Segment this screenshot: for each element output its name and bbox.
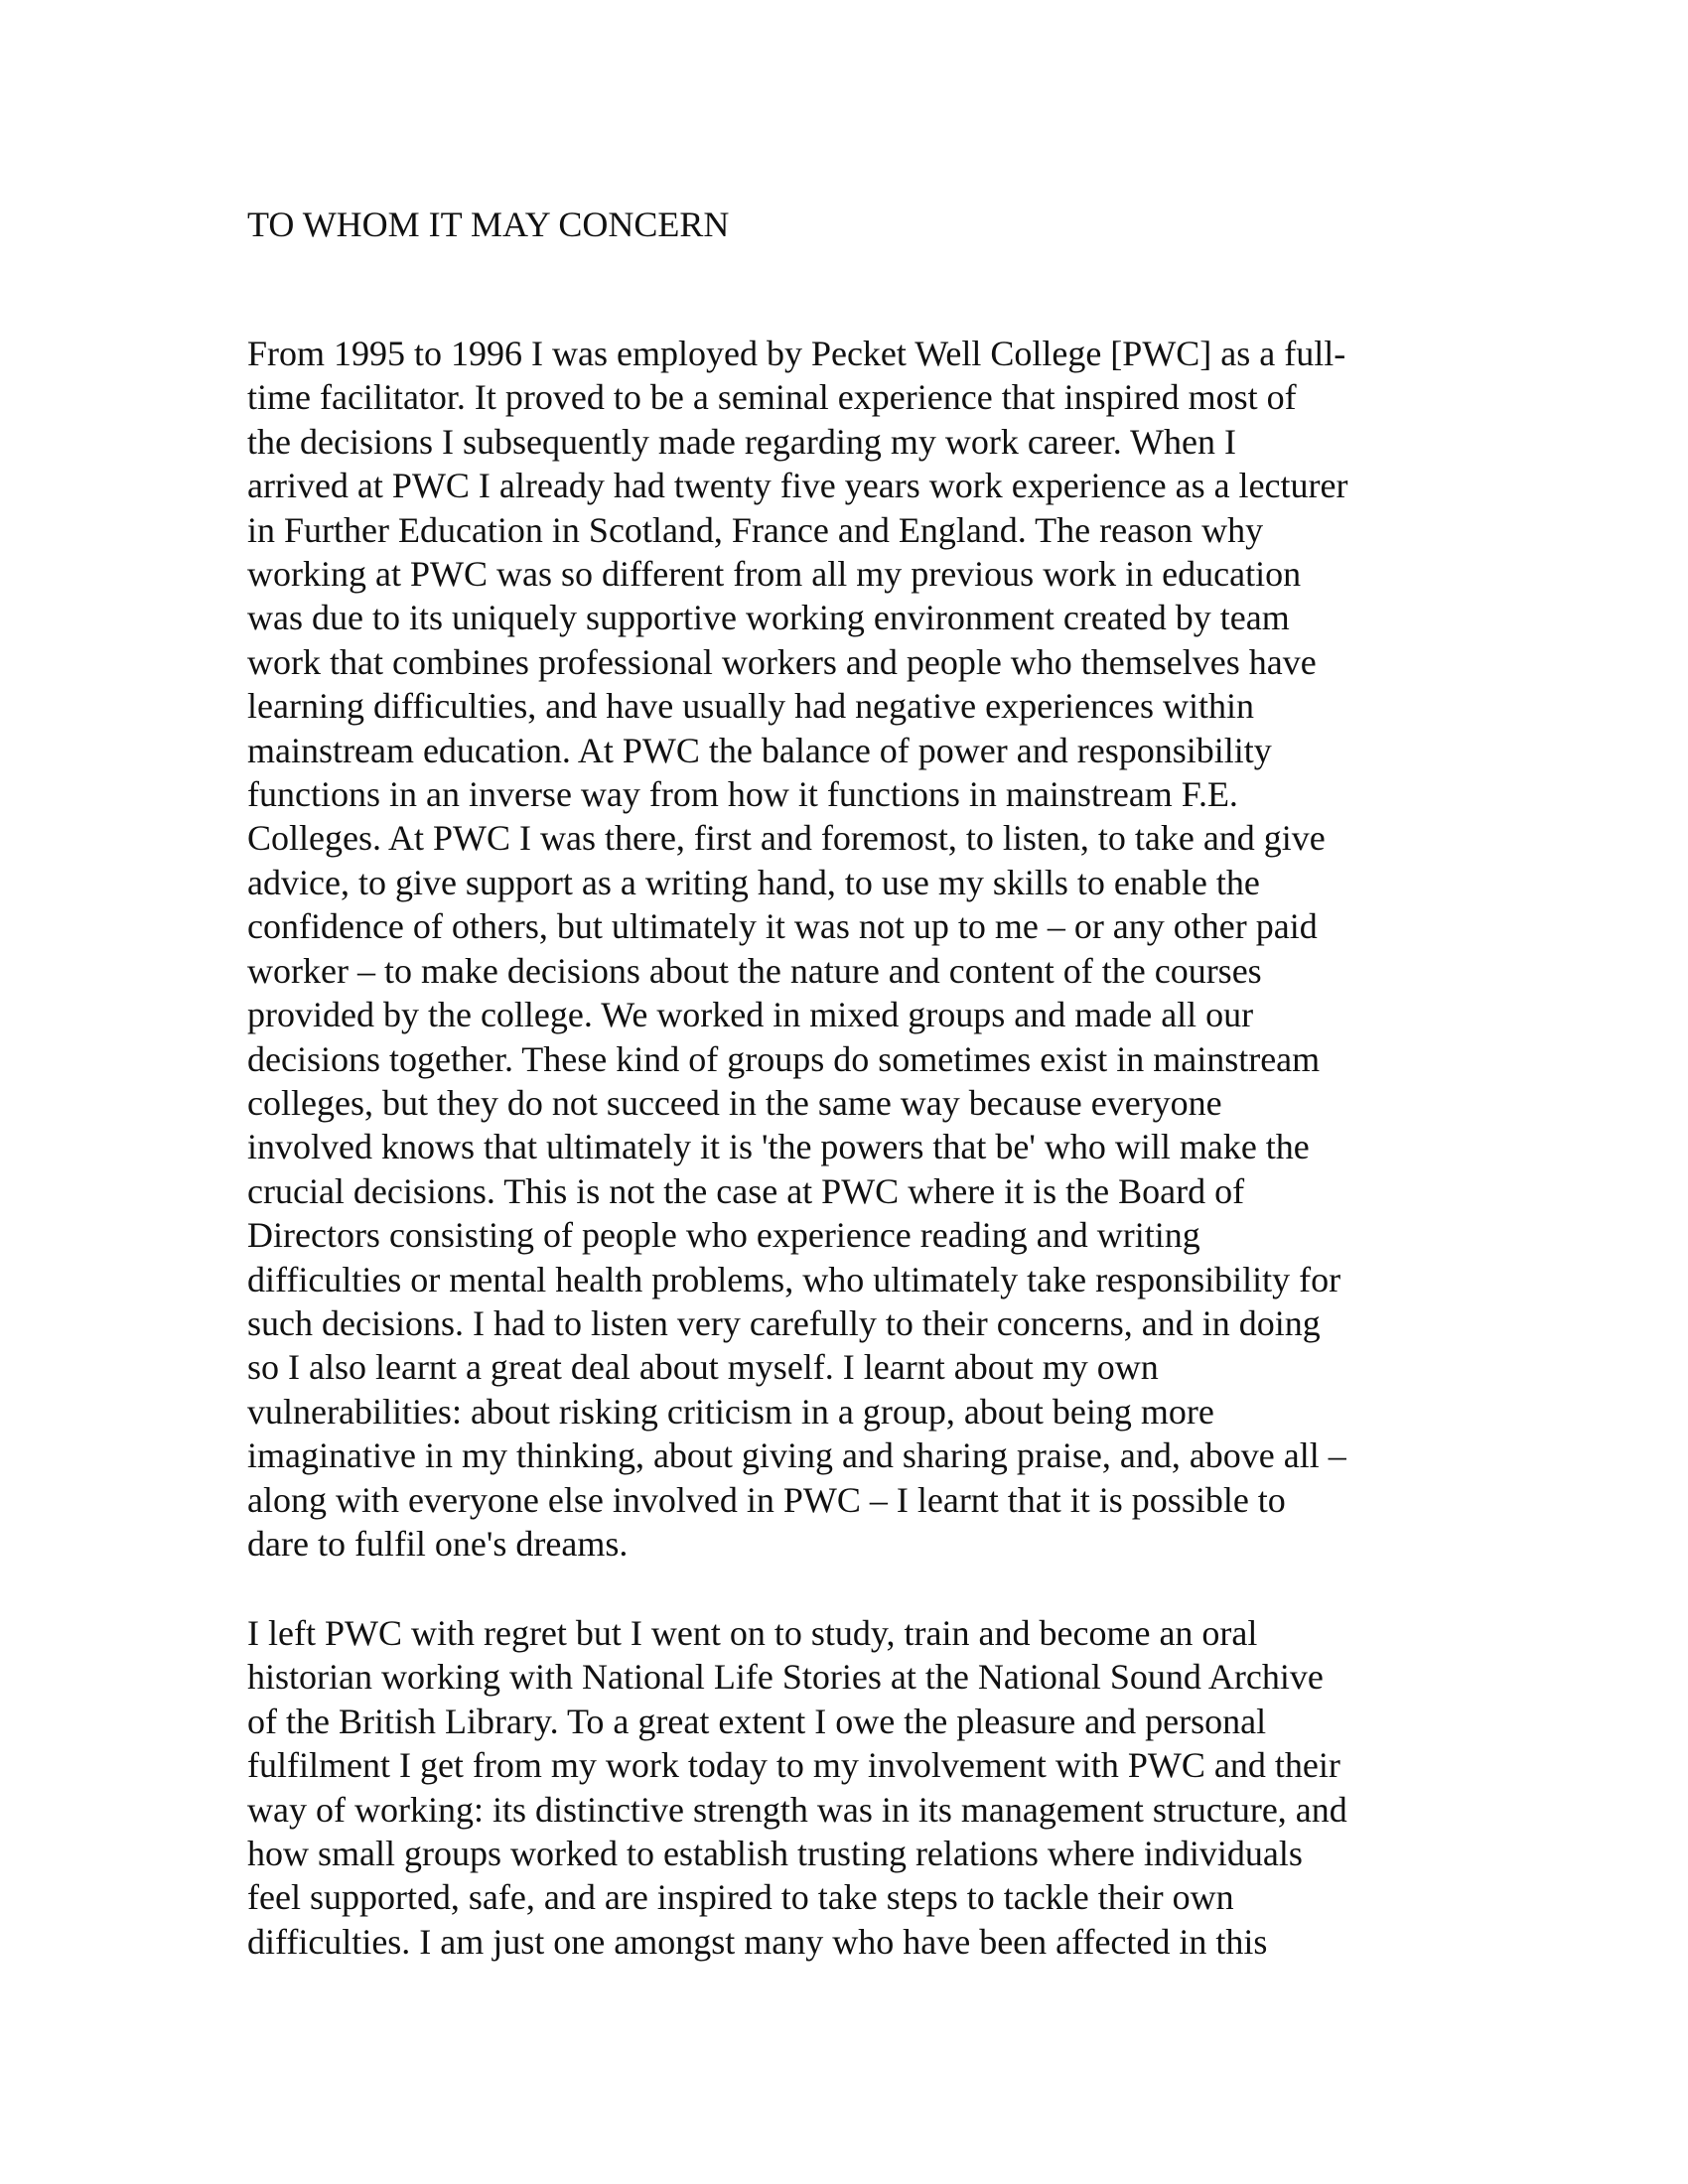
text-line: confidence of others, but ultimately it was not up to me – or any other paid xyxy=(247,906,1318,947)
text-line: Directors consisting of people who experience reading and writing xyxy=(247,1215,1200,1256)
text-line: involved knows that ultimately it is 'the powers that be' who will make the xyxy=(247,1127,1310,1167)
text-line: vulnerabilities: about risking criticism in a group, about being more xyxy=(247,1391,1214,1432)
text-line: the decisions I subsequently made regarding my work career. When I xyxy=(247,421,1237,462)
text-line: along with everyone else involved in PWC – I learnt that it is possible to xyxy=(247,1479,1286,1520)
text-line: difficulties. I am just one amongst many who have been affected in this xyxy=(247,1921,1268,1962)
text-line: feel supported, safe, and are inspired to take steps to tackle their own xyxy=(247,1877,1234,1918)
text-line: working at PWC was so different from all my previous work in education xyxy=(247,554,1302,595)
letter-heading: TO WHOM IT MAY CONCERN xyxy=(247,205,730,244)
text-line: fulfilment I get from my work today to my involvement with PWC and their xyxy=(247,1745,1340,1786)
text-line: in Further Education in Scotland, France and England. The reason why xyxy=(247,509,1264,550)
text-line: dare to fulfil one's dreams. xyxy=(247,1523,629,1564)
text-line: arrived at PWC I already had twenty five years work experience as a lecturer xyxy=(247,466,1348,506)
text-line: work that combines professional workers and people who themselves have xyxy=(247,641,1317,682)
text-line: how small groups worked to establish trusting relations where individuals xyxy=(247,1834,1303,1874)
text-line: of the British Library. To a great extent I owe the pleasure and personal xyxy=(247,1701,1267,1741)
text-line: worker – to make decisions about the nature and content of the courses xyxy=(247,950,1262,991)
text-line: mainstream education. At PWC the balance of power and responsibility xyxy=(247,730,1272,770)
text-line: Colleges. At PWC I was there, first and foremost, to listen, to take and give xyxy=(247,818,1326,859)
text-line: such decisions. I had to listen very carefully to their concerns, and in doing xyxy=(247,1302,1321,1343)
text-line: imaginative in my thinking, about giving and sharing praise, and, above all – xyxy=(247,1435,1346,1476)
text-line: colleges, but they do not succeed in the same way because everyone xyxy=(247,1082,1222,1123)
text-line: way of working: its distinctive strength was in its management structure, and xyxy=(247,1789,1347,1830)
text-line: difficulties or mental health problems, who ultimately take responsibility for xyxy=(247,1259,1341,1299)
body-paragraph-2 xyxy=(247,1611,1459,1964)
text-line: From 1995 to 1996 I was employed by Pecket Well College [PWC] as a full- xyxy=(247,334,1346,373)
text-line: crucial decisions. This is not the case at PWC where it is the Board of xyxy=(247,1170,1245,1211)
text-line: I left PWC with regret but I went on to study, train and become an oral xyxy=(247,1613,1258,1653)
text-line: was due to its uniquely supportive working environment created by team xyxy=(247,598,1290,638)
text-line: provided by the college. We worked in mixed groups and made all our xyxy=(247,995,1254,1035)
text-line: learning difficulties, and have usually had negative experiences within xyxy=(247,686,1254,727)
text-line: so I also learnt a great deal about myself. I learnt about my own xyxy=(247,1347,1159,1388)
text-line: functions in an inverse way from how it functions in mainstream F.E. xyxy=(247,774,1238,815)
text-line: historian working with National Life Stories at the National Sound Archive xyxy=(247,1657,1324,1698)
text-line: time facilitator. It proved to be a seminal experience that inspired most of xyxy=(247,377,1297,418)
body-paragraph-1 xyxy=(247,332,1459,1566)
text-line: decisions together. These kind of groups do sometimes exist in mainstream xyxy=(247,1038,1321,1079)
text-line: advice, to give support as a writing hand, to use my skills to enable the xyxy=(247,862,1260,902)
